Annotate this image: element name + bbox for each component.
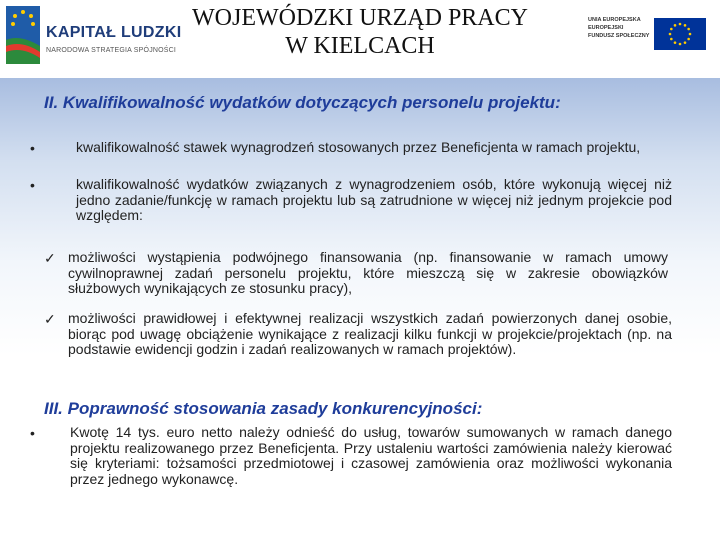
logo-subtitle: NARODOWA STRATEGIA SPÓJNOŚCI bbox=[46, 47, 177, 54]
check-icon: ✓ bbox=[44, 250, 56, 266]
section-2-bullet-1: kwalifikowalność stawek wynagrodzeń stosowanych przez Beneficjenta w ramach projektu, bbox=[76, 139, 641, 155]
section-3-bullet-1: Kwotę 14 tys. euro netto należy odnieść do usług, towarów sumowanych w ramach danego projektu realizowanego przez Beneficjenta. Przy ustaleniu wartości zamówienia należy kierować się kryteriami: tożsamości przedmiotowej i czasowej zamówienia oraz możliwości wykonania przez jednego wykonawcę. bbox=[70, 424, 672, 487]
office-title-line2: W KIELCACH bbox=[285, 33, 435, 59]
check-icon: ✓ bbox=[44, 311, 56, 327]
eu-text-line1: UNIA EUROPEJSKA bbox=[588, 17, 641, 23]
section-2-check-1: możliwości wystąpienia podwójnego finansowania (np. finansowanie w ramach umowy cywilnoprawnej zadań personelu projektu, które mieszczą się w zakresie obowiązków służbowych wynikających ze stosunku pracy), bbox=[68, 249, 668, 296]
eu-flag-star bbox=[679, 43, 682, 46]
eu-flag-star bbox=[669, 33, 672, 36]
logo-title: KAPITAŁ LUDZKI bbox=[46, 24, 182, 41]
eu-logo bbox=[588, 16, 708, 52]
office-title-line1: WOJEWÓDZKI URZĄD PRACY bbox=[192, 5, 528, 31]
section-2-bullet-2: kwalifikowalność wydatków związanych z wynagrodzeniem osób, które wykonują więcej niż jedno zadanie/funkcję w ramach projektu lub są zatrudnione w więcej niż jednym projekcie pod względem: bbox=[76, 176, 672, 223]
eu-text-line2: EUROPEJSKI bbox=[588, 25, 624, 31]
eu-flag-star bbox=[689, 33, 692, 36]
eu-flag-star bbox=[687, 28, 690, 31]
slide-content bbox=[0, 78, 720, 540]
eu-flag-star bbox=[679, 23, 682, 26]
eu-flag-star bbox=[670, 28, 673, 31]
eu-flag-star bbox=[674, 24, 677, 27]
section-3-title: III. Poprawność stosowania zasady konkurencyjności: bbox=[44, 399, 483, 418]
eu-flag-star bbox=[684, 24, 687, 27]
eu-flag-star bbox=[684, 41, 687, 44]
kapital-ludzki-logo bbox=[6, 6, 182, 66]
bullet-icon: • bbox=[30, 140, 35, 156]
eu-flag-star bbox=[687, 38, 690, 41]
office-title bbox=[160, 4, 560, 60]
eu-text bbox=[588, 16, 652, 40]
eu-flag-star bbox=[670, 38, 673, 41]
bullet-icon: • bbox=[30, 177, 35, 193]
eu-flag-star bbox=[674, 41, 677, 44]
kapital-ludzki-emblem-icon bbox=[6, 6, 40, 64]
section-2-title: II. Kwalifikowalność wydatków dotyczących personelu projektu: bbox=[44, 93, 561, 112]
header bbox=[0, 0, 720, 78]
section-2-check-2: możliwości prawidłowej i efektywnej realizacji wszystkich zadań powierzonych danej osobie, biorąc pod uwagę obciążenie wynikające z realizacji kilku funkcji w projekcie/projektach (np. na podstawie ewidencji godzin i zadań realizowanych w ramach projektów). bbox=[68, 310, 672, 357]
eu-flag-icon bbox=[654, 18, 706, 50]
bullet-icon: • bbox=[30, 425, 35, 441]
eu-text-line3: FUNDUSZ SPOŁECZNY bbox=[588, 33, 650, 39]
